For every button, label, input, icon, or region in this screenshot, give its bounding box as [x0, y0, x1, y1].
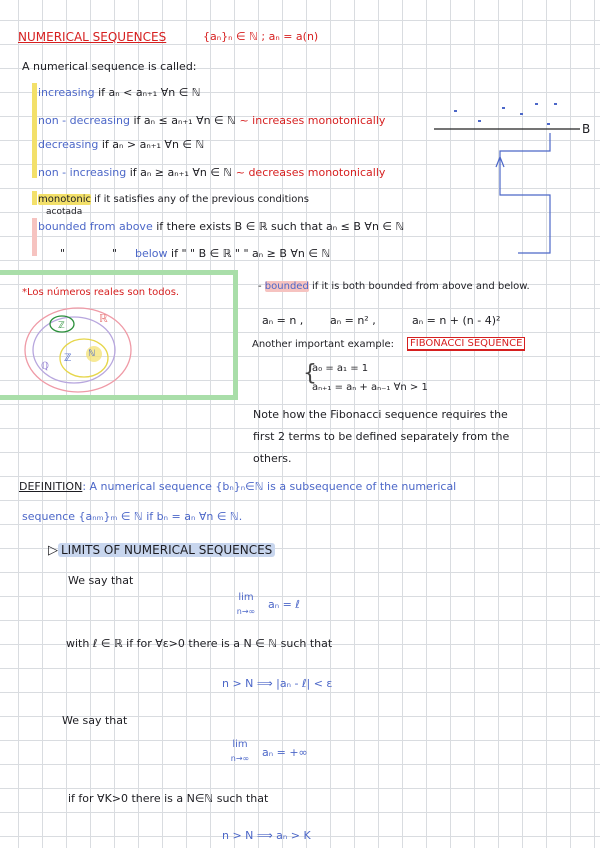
- point: [554, 103, 557, 105]
- def-bounded-below-ditto1: ": [60, 247, 66, 260]
- fibonacci-title: FIBONACCI SEQUENCE: [407, 337, 525, 351]
- brace-icon: {: [303, 361, 317, 386]
- sets-note: *Los números reales son todos.: [22, 287, 180, 298]
- intro-text: A numerical sequence is called:: [22, 60, 197, 73]
- arrow-connector: [500, 133, 550, 253]
- lim-eq-2: aₙ = +∞: [262, 746, 308, 759]
- def-non-decreasing: non - decreasing if aₙ ≤ aₙ₊₁ ∀n ∈ ℕ ~ increases monotonically: [38, 114, 386, 127]
- bounded-number-line: [420, 95, 600, 260]
- pink-margin-bar: [32, 218, 37, 256]
- point: [478, 120, 481, 122]
- set-label-rationals: ℚ: [41, 361, 49, 372]
- set-label-reals: ℝ: [99, 312, 108, 325]
- fibonacci-note-2: first 2 terms to be defined separately from the: [253, 430, 510, 443]
- fibonacci-line2: aₙ₊₁ = aₙ + aₙ₋₁ ∀n > 1: [312, 382, 428, 393]
- fibonacci-note-3: others.: [253, 452, 292, 465]
- def-bounded: - bounded if it is both bounded from above and below.: [258, 281, 530, 292]
- yellow-margin-bar-small: [32, 191, 37, 205]
- def-bounded-below: below if " " B ∈ ℝ " " aₙ ≥ B ∀n ∈ ℕ: [135, 247, 331, 260]
- limits-cond-2: if for ∀K>0 there is a N∈ℕ such that: [68, 792, 269, 805]
- example-1: aₙ = n ,: [262, 314, 304, 327]
- def-bounded-above: bounded from above if there exists B ∈ ℝ such that aₙ ≤ B ∀n ∈ ℕ: [38, 220, 405, 233]
- yellow-margin-bar: [32, 83, 37, 178]
- lim-sub-2: n→∞: [230, 754, 250, 763]
- limits-say-1: We say that: [68, 574, 134, 587]
- example-2: aₙ = n² ,: [330, 314, 376, 327]
- limits-cond-1: with ℓ ∈ ℝ if for ∀ε>0 there is a N ∈ ℕ such that: [66, 637, 333, 650]
- limits-heading: ▷ LIMITS OF NUMERICAL SEQUENCES: [48, 543, 275, 558]
- fibonacci-note-1: Note how the Fibonacci sequence requires the: [253, 408, 508, 421]
- def-bounded-below-ditto2: ": [112, 247, 118, 260]
- point: [454, 110, 457, 112]
- lim-label-1: lim: [238, 592, 254, 603]
- example-3: aₙ = n + (n - 4)²: [412, 314, 501, 327]
- def-non-increasing: non - increasing if aₙ ≥ aₙ₊₁ ∀n ∈ ℕ ~ decreases monotonically: [38, 166, 386, 179]
- sets-diagram: [22, 302, 134, 394]
- lim-sub-1: n→∞: [236, 607, 256, 616]
- set-label-naturals: ℕ: [88, 349, 96, 359]
- def-increasing: increasing if aₙ < aₙ₊₁ ∀n ∈ ℕ: [38, 86, 201, 99]
- fibonacci-lead: Another important example:: [252, 339, 394, 350]
- definition-block: DEFINITION: A numerical sequence {bₙ}ₙ∈ℕ is a subsequence of the numerical: [19, 480, 457, 493]
- limits-implication-2: n > N ⟹ aₙ > K: [222, 829, 311, 842]
- def-monotonic-translation: acotada: [46, 207, 83, 217]
- page-title: NUMERICAL SEQUENCES: [18, 30, 167, 44]
- lim-label-2: lim: [232, 739, 248, 750]
- definition-line-2: sequence {aₙₘ}ₘ ∈ ℕ if bₙ = aₙ ∀n ∈ ℕ.: [22, 510, 243, 523]
- triangle-icon: ▷: [48, 543, 58, 558]
- point: [535, 103, 538, 105]
- def-monotonic: monotonic if it satisfies any of the previous conditions: [38, 194, 309, 205]
- fibonacci-line1: a₀ = a₁ = 1: [312, 363, 369, 374]
- limits-say-2: We say that: [62, 714, 128, 727]
- point: [502, 107, 505, 109]
- sequence-points: [454, 103, 557, 125]
- lim-eq-1: aₙ = ℓ: [268, 598, 300, 611]
- point: [547, 123, 550, 125]
- title-notation: {aₙ}ₙ ∈ ℕ ; aₙ = a(n): [203, 30, 319, 43]
- limits-implication-1: n > N ⟹ |aₙ - ℓ| < ε: [222, 677, 333, 690]
- number-line-label: B: [582, 122, 591, 136]
- set-label-irrationals: ℤ: [58, 321, 65, 331]
- point: [520, 113, 523, 115]
- def-decreasing: decreasing if aₙ > aₙ₊₁ ∀n ∈ ℕ: [38, 138, 205, 151]
- set-label-integers: ℤ: [64, 353, 72, 364]
